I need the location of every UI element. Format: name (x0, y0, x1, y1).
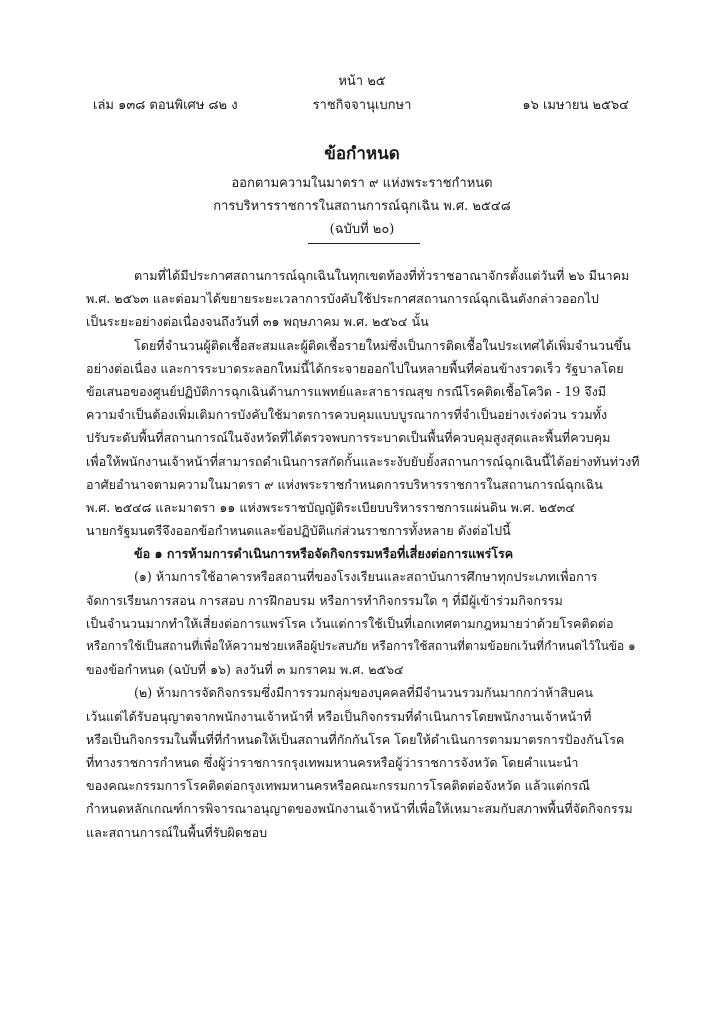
subtitle-line: การบริหารราชการในสถานการณ์ฉุกเฉิน พ.ศ. ๒๕๔๘ (213, 199, 511, 214)
paragraph-line: พ.ศ. ๒๕๔๘ และมาตรา ๑๑ แห่งพระราชบัญญัติระเบียบบริหารราชการแผ่นดิน พ.ศ. ๒๕๓๔ (86, 499, 575, 515)
paragraph-line: อย่างต่อเนื่อง และการระบาดระลอกใหม่นี้ได้กระจายออกไปในหลายพื้นที่ค่อนข้างรวดเร็ว รัฐบาลโดย (86, 360, 624, 376)
paragraph-line: หรือเป็นกิจกรรมในพื้นที่ที่กำหนดให้เป็นสถานที่กักกันโรค โดยให้ดำเนินการตามมาตรการป้องกันโรค (86, 731, 625, 747)
paragraph-line: ข้อเสนอของศูนย์ปฏิบัติการฉุกเฉินด้านการแพทย์และสาธารณสุข กรณีโรคติดเชื้อโควิด - 19 จึงมี (86, 383, 607, 399)
paragraph-line: นายกรัฐมนตรีจึงออกข้อกำหนดและข้อปฏิบัติแก่ส่วนราชการทั้งหลาย ดังต่อไปนี้ (86, 523, 511, 539)
paragraph-line: ที่ทางราชการกำหนด ซึ่งผู้ว่าราชการกรุงเทพมหานครหรือผู้ว่าราชการจังหวัด โดยคำแนะนำ (86, 754, 579, 770)
paragraph-line: โดยที่จำนวนผู้ติดเชื้อสะสมและผู้ติดเชื้อรายใหม่ซึ่งเป็นการติดเชื้อในประเทศได้เพิ่มจำนวนขึ้น (134, 337, 631, 353)
paragraph-line: พ.ศ. ๒๕๖๓ และต่อมาได้ขยายระยะเวลาการบังคับใช้ประกาศสถานการณ์ฉุกเฉินดังกล่าวออกไป (86, 291, 599, 307)
paragraph-line: ปรับระดับพื้นที่สถานการณ์ในจังหวัดที่ได้ตรวจพบการระบาดเป็นพื้นที่ควบคุมสูงสุดและพื้นที่ควบคุม (86, 430, 611, 446)
document-body (86, 264, 640, 844)
publication-date: ๑๖ เมษายน ๒๕๖๔ (522, 98, 629, 113)
paragraph-line: จัดการเรียนการสอน การสอบ การฝึกอบรม หรือการทำกิจกรรมใด ๆ ที่มีผู้เข้าร่วมกิจกรรม (86, 592, 563, 608)
paragraph-line: เว้นแต่ได้รับอนุญาตจากพนักงานเจ้าหน้าที่ หรือเป็นกิจกรรมที่ดำเนินการโดยพนักงานเจ้าหน้าที่ (86, 708, 592, 724)
document-title: ข้อกำหนด (324, 144, 400, 164)
paragraph-line: ความจำเป็นต้องเพิ่มเติมการบังคับใช้มาตรการควบคุมแบบบูรณาการที่จำเป็นอย่างเร่งด่วน รวมทั้ง (86, 407, 608, 423)
paragraph-line: เพื่อให้พนักงานเจ้าหน้าที่สามารถดำเนินการสกัดกั้นและระงับยับยั้งสถานการณ์ฉุกเฉินนี้ได้อย่างทันท่วงที (86, 453, 640, 469)
subtitle-line: ออกตามความในมาตรา ๙ แห่งพระราชกำหนด (231, 176, 493, 191)
gazette-name: ราชกิจจานุเบกษา (312, 98, 412, 113)
paragraph-line: อาศัยอำนาจตามความในมาตรา ๙ แห่งพระราชกำหนดการบริหารราชการในสถานการณ์ฉุกเฉิน (86, 476, 603, 492)
title-divider (308, 243, 420, 244)
page-number: หน้า ๒๕ (338, 74, 386, 89)
paragraph-line: ของข้อกำหนด (ฉบับที่ ๑๖) ลงวันที่ ๓ มกราคม พ.ศ. ๒๕๖๔ (86, 662, 404, 678)
paragraph-line: เป็นระยะอย่างต่อเนื่องจนถึงวันที่ ๓๑ พฤษภาคม พ.ศ. ๒๕๖๔ นั้น (86, 314, 429, 330)
paragraph-line: (๑) ห้ามการใช้อาคารหรือสถานที่ของโรงเรียนและสถาบันการศึกษาทุกประเภทเพื่อการ (134, 569, 598, 585)
paragraph-line: กำหนดหลักเกณฑ์การพิจารณาอนุญาตของพนักงานเจ้าหน้าที่เพื่อให้เหมาะสมกับสภาพพื้นที่จัดกิจกรรม (86, 801, 633, 817)
paragraph-line: ตามที่ได้มีประกาศสถานการณ์ฉุกเฉินในทุกเขตท้องที่ทั่วราชอาณาจักรตั้งแต่วันที่ ๒๖ มีนาคม (134, 268, 630, 283)
paragraph-line: และสถานการณ์ในพื้นที่รับผิดชอบ (86, 824, 268, 840)
paragraph-line: (๒) ห้ามการจัดกิจกรรมซึ่งมีการรวมกลุ่มของบุคคลที่มีจำนวนรวมกันมากกว่าห้าสิบคน (134, 685, 593, 701)
paragraph-line: เป็นจำนวนมากทำให้เสี่ยงต่อการแพร่โรค เว้นแต่การใช้เป็นที่เอกเทศตามกฎหมายว่าด้วยโรคติดต่อ (86, 615, 614, 631)
edition-number: (ฉบับที่ ๒๐) (329, 222, 395, 237)
paragraph-line: หรือการใช้เป็นสถานที่เพื่อให้ความช่วยเหลือผู้ประสบภัย หรือการใช้สถานที่ตามข้อยกเว้นที่กำหนดไว้ในข้อ ๑ (86, 639, 636, 653)
volume-info: เล่ม ๑๓๘ ตอนพิเศษ ๘๒ ง (93, 98, 238, 113)
clause-heading: ข้อ ๑ การห้ามการดำเนินการหรือจัดกิจกรรมหรือที่เสี่ยงต่อการแพร่โรค (134, 546, 514, 562)
paragraph-line: ของคณะกรรมการโรคติดต่อกรุงเทพมหานครหรือคณะกรรมการโรคติดต่อจังหวัด แล้วแต่กรณี (86, 778, 590, 794)
